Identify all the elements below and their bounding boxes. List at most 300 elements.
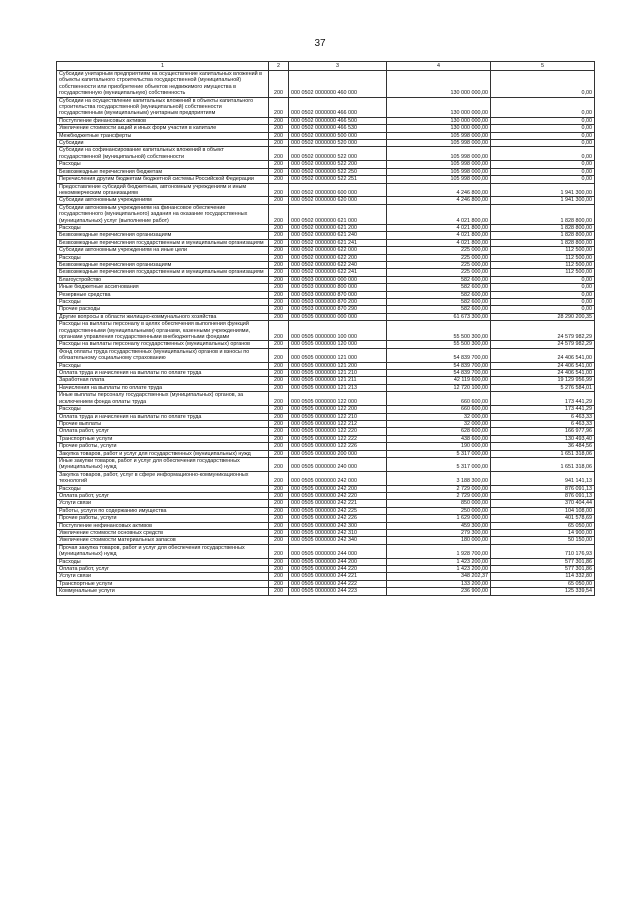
budget-classification-code-cell: 000 0505 0000000 122 220	[289, 428, 387, 435]
table-row	[57, 588, 595, 595]
row-code-cell: 200	[269, 183, 289, 197]
row-name-cell: Безвозмездные перечисления государственным и муниципальным организациям	[57, 239, 269, 246]
row-name-cell: Расходы	[57, 362, 269, 369]
row-name-cell: Иные бюджетные ассигнования	[57, 284, 269, 291]
row-code-cell: 200	[269, 224, 289, 231]
approved-amount-cell: 130 000 000,00	[387, 97, 491, 117]
budget-classification-code-cell: 000 0505 0000000 244 000	[289, 544, 387, 558]
table-row	[57, 247, 595, 254]
approved-amount-cell: 55 500 300,00	[387, 321, 491, 341]
executed-amount-cell: 112 500,00	[491, 254, 595, 261]
approved-amount-cell: 4 246 800,00	[387, 183, 491, 197]
row-code-cell: 200	[269, 140, 289, 147]
budget-classification-code-cell: 000 0505 0000000 122 222	[289, 435, 387, 442]
approved-amount-cell: 32 000,00	[387, 413, 491, 420]
table-row	[57, 500, 595, 507]
table-row	[57, 471, 595, 485]
table-row	[57, 530, 595, 537]
row-name-cell: Прочие расходы	[57, 306, 269, 313]
approved-amount-cell: 4 021 800,00	[387, 224, 491, 231]
table-row	[57, 406, 595, 413]
row-name-cell: Оплата работ, услуг	[57, 492, 269, 499]
row-name-cell: Увеличение стоимости материальных запасов	[57, 537, 269, 544]
table-row	[57, 204, 595, 224]
row-name-cell: Безвозмездные перечисления государственным и муниципальным организациям	[57, 269, 269, 276]
row-code-cell: 200	[269, 269, 289, 276]
row-code-cell: 200	[269, 306, 289, 313]
row-name-cell: Работы, услуги по содержанию имущества	[57, 507, 269, 514]
row-code-cell: 200	[269, 507, 289, 514]
budget-classification-code-cell: 000 0505 0000000 100 000	[289, 321, 387, 341]
approved-amount-cell: 236 900,00	[387, 588, 491, 595]
row-name-cell: Расходы на выплаты персоналу в целях обеспечения выполнения функций государственными (муниципальными) органами, казенными учреждениями, органами управления государственными внебюджетными фондами	[57, 321, 269, 341]
table-row	[57, 117, 595, 124]
budget-classification-code-cell: 000 0505 0000000 122 212	[289, 420, 387, 427]
row-code-cell: 200	[269, 97, 289, 117]
row-name-cell: Прочие работы, услуги	[57, 515, 269, 522]
executed-amount-cell: 6 463,33	[491, 413, 595, 420]
approved-amount-cell: 61 673 300,00	[387, 313, 491, 320]
approved-amount-cell: 5 317 000,00	[387, 457, 491, 471]
approved-amount-cell: 4 021 800,00	[387, 239, 491, 246]
budget-classification-code-cell: 000 0502 0000000 466 530	[289, 125, 387, 132]
row-code-cell: 200	[269, 348, 289, 362]
row-code-cell: 200	[269, 261, 289, 268]
row-code-cell: 200	[269, 284, 289, 291]
approved-amount-cell: 4 021 800,00	[387, 232, 491, 239]
row-name-cell: Безвозмездные перечисления организациям	[57, 232, 269, 239]
row-code-cell: 200	[269, 573, 289, 580]
budget-classification-code-cell: 000 0505 0000000 242 226	[289, 515, 387, 522]
table-row	[57, 566, 595, 573]
approved-amount-cell: 582 600,00	[387, 306, 491, 313]
row-code-cell: 200	[269, 117, 289, 124]
budget-classification-code-cell: 000 0505 0000000 121 200	[289, 362, 387, 369]
table-row	[57, 140, 595, 147]
row-name-cell: Субсидии автономным учреждениям на финансовое обеспечение государственного (муниципального) задания на оказание государственных (муниципальных) услуг (выполнение работ)	[57, 204, 269, 224]
row-code-cell: 200	[269, 443, 289, 450]
budget-classification-code-cell: 000 0505 0000000 121 213	[289, 384, 387, 391]
approved-amount-cell: 1 423 200,00	[387, 558, 491, 565]
executed-amount-cell: 1 941 300,00	[491, 183, 595, 197]
executed-amount-cell: 1 651 318,06	[491, 450, 595, 457]
table-row	[57, 377, 595, 384]
budget-classification-code-cell: 000 0505 0000000 242 221	[289, 500, 387, 507]
table-row	[57, 168, 595, 175]
executed-amount-cell: 24 579 982,29	[491, 321, 595, 341]
row-name-cell: Межбюджетные трансферты	[57, 132, 269, 139]
table-row	[57, 443, 595, 450]
column-header: 2	[269, 62, 289, 71]
budget-classification-code-cell: 000 0502 0000000 621 000	[289, 204, 387, 224]
row-name-cell: Закупка товаров, работ, услуг в сфере информационно-коммуникационных технологий	[57, 471, 269, 485]
budget-classification-code-cell: 000 0505 0000000 244 223	[289, 588, 387, 595]
table-row	[57, 573, 595, 580]
executed-amount-cell: 941 141,13	[491, 471, 595, 485]
row-code-cell: 200	[269, 580, 289, 587]
executed-amount-cell: 5 276 584,01	[491, 384, 595, 391]
approved-amount-cell: 190 000,00	[387, 443, 491, 450]
approved-amount-cell: 225 000,00	[387, 261, 491, 268]
executed-amount-cell: 112 500,00	[491, 261, 595, 268]
approved-amount-cell: 12 720 100,00	[387, 384, 491, 391]
row-name-cell: Иные закупки товаров, работ и услуг для обеспечения государственных (муниципальных) нужд	[57, 457, 269, 471]
table-row	[57, 580, 595, 587]
budget-classification-code-cell: 000 0503 0000000 000 000	[289, 276, 387, 283]
table-row	[57, 413, 595, 420]
budget-classification-code-cell: 000 0502 0000000 460 000	[289, 71, 387, 98]
row-name-cell: Субсидии унитарным предприятиям на осуществление капитальных вложений в объекты капитального строительства государственной (муниципальной) собственности или приобретение объектов недвижимого имущества в государственную (муниципальную) собственность	[57, 71, 269, 98]
row-code-cell: 200	[269, 384, 289, 391]
budget-execution-table	[56, 61, 595, 596]
row-code-cell: 200	[269, 254, 289, 261]
budget-classification-code-cell: 000 0503 0000000 870 290	[289, 306, 387, 313]
executed-amount-cell: 1 828 800,00	[491, 232, 595, 239]
budget-classification-code-cell: 000 0505 0000000 244 221	[289, 573, 387, 580]
row-code-cell: 200	[269, 420, 289, 427]
row-code-cell: 200	[269, 147, 289, 161]
table-row	[57, 544, 595, 558]
row-code-cell: 200	[269, 197, 289, 204]
row-name-cell: Безвозмездные перечисления бюджетам	[57, 168, 269, 175]
budget-classification-code-cell: 000 0503 0000000 800 000	[289, 284, 387, 291]
row-code-cell: 200	[269, 161, 289, 168]
budget-classification-code-cell: 000 0505 0000000 122 210	[289, 413, 387, 420]
executed-amount-cell: 0,00	[491, 291, 595, 298]
approved-amount-cell: 54 839 700,00	[387, 362, 491, 369]
approved-amount-cell: 54 839 700,00	[387, 348, 491, 362]
budget-classification-code-cell: 000 0505 0000000 242 225	[289, 507, 387, 514]
row-code-cell: 200	[269, 522, 289, 529]
table-row	[57, 341, 595, 348]
executed-amount-cell: 114 332,80	[491, 573, 595, 580]
approved-amount-cell: 225 000,00	[387, 247, 491, 254]
budget-classification-code-cell: 000 0502 0000000 466 000	[289, 97, 387, 117]
budget-classification-code-cell: 000 0505 0000000 122 000	[289, 392, 387, 406]
executed-amount-cell: 0,00	[491, 97, 595, 117]
row-name-cell: Прочие работы, услуги	[57, 443, 269, 450]
approved-amount-cell: 348 202,37	[387, 573, 491, 580]
row-code-cell: 200	[269, 125, 289, 132]
row-name-cell: Субсидии	[57, 140, 269, 147]
executed-amount-cell: 710 176,93	[491, 544, 595, 558]
executed-amount-cell: 173 441,29	[491, 406, 595, 413]
budget-classification-code-cell: 000 0502 0000000 620 000	[289, 197, 387, 204]
executed-amount-cell: 370 404,44	[491, 500, 595, 507]
approved-amount-cell: 105 998 000,00	[387, 176, 491, 183]
row-name-cell: Начисления на выплаты по оплате труда	[57, 384, 269, 391]
executed-amount-cell: 173 441,29	[491, 392, 595, 406]
approved-amount-cell: 1 928 700,00	[387, 544, 491, 558]
executed-amount-cell: 112 500,00	[491, 247, 595, 254]
approved-amount-cell: 180 000,00	[387, 537, 491, 544]
row-code-cell: 200	[269, 500, 289, 507]
budget-classification-code-cell: 000 0502 0000000 621 200	[289, 224, 387, 231]
executed-amount-cell: 24 406 541,00	[491, 348, 595, 362]
budget-classification-code-cell: 000 0502 0000000 622 241	[289, 269, 387, 276]
row-code-cell: 200	[269, 247, 289, 254]
executed-amount-cell: 577 301,86	[491, 566, 595, 573]
table-row	[57, 306, 595, 313]
table-row	[57, 492, 595, 499]
executed-amount-cell: 401 578,69	[491, 515, 595, 522]
executed-amount-cell: 577 301,86	[491, 558, 595, 565]
row-name-cell: Расходы	[57, 485, 269, 492]
row-name-cell: Оплата труда и начисления на выплаты по оплате труда	[57, 370, 269, 377]
row-code-cell: 200	[269, 176, 289, 183]
budget-classification-code-cell: 000 0505 0000000 244 220	[289, 566, 387, 573]
row-code-cell: 200	[269, 132, 289, 139]
table-row	[57, 232, 595, 239]
budget-classification-code-cell: 000 0505 0000000 244 222	[289, 580, 387, 587]
column-header: 5	[491, 62, 595, 71]
budget-classification-code-cell: 000 0505 0000000 244 200	[289, 558, 387, 565]
table-row	[57, 507, 595, 514]
executed-amount-cell: 28 290 200,35	[491, 313, 595, 320]
row-name-cell: Услуги связи	[57, 573, 269, 580]
executed-amount-cell: 1 828 800,00	[491, 224, 595, 231]
table-row	[57, 284, 595, 291]
row-name-cell: Расходы	[57, 558, 269, 565]
executed-amount-cell: 0,00	[491, 276, 595, 283]
row-code-cell: 200	[269, 492, 289, 499]
table-row	[57, 224, 595, 231]
row-name-cell: Закупка товаров, работ и услуг для государственных (муниципальных) нужд	[57, 450, 269, 457]
column-header: 4	[387, 62, 491, 71]
row-code-cell: 200	[269, 341, 289, 348]
approved-amount-cell: 4 021 800,00	[387, 204, 491, 224]
budget-classification-code-cell: 000 0505 0000000 122 226	[289, 443, 387, 450]
budget-classification-code-cell: 000 0505 0000000 242 200	[289, 485, 387, 492]
executed-amount-cell: 166 977,96	[491, 428, 595, 435]
table-row	[57, 370, 595, 377]
table-row	[57, 239, 595, 246]
executed-amount-cell: 0,00	[491, 306, 595, 313]
table-row	[57, 321, 595, 341]
executed-amount-cell: 0,00	[491, 168, 595, 175]
executed-amount-cell: 19 129 956,99	[491, 377, 595, 384]
row-code-cell: 200	[269, 450, 289, 457]
executed-amount-cell: 24 579 982,29	[491, 341, 595, 348]
row-name-cell: Фонд оплаты труда государственных (муниципальных) органов и взносы по обязательному социальному страхованию	[57, 348, 269, 362]
executed-amount-cell: 0,00	[491, 132, 595, 139]
executed-amount-cell: 104 108,00	[491, 507, 595, 514]
approved-amount-cell: 582 600,00	[387, 284, 491, 291]
row-code-cell: 200	[269, 392, 289, 406]
table-row	[57, 392, 595, 406]
budget-classification-code-cell: 000 0502 0000000 522 250	[289, 168, 387, 175]
approved-amount-cell: 3 188 300,00	[387, 471, 491, 485]
table-row	[57, 558, 595, 565]
table-row	[57, 537, 595, 544]
row-name-cell: Поступление финансовых активов	[57, 117, 269, 124]
approved-amount-cell: 459 300,00	[387, 522, 491, 529]
approved-amount-cell: 582 600,00	[387, 299, 491, 306]
row-name-cell: Прочие выплаты	[57, 420, 269, 427]
executed-amount-cell: 1 828 800,00	[491, 204, 595, 224]
row-code-cell: 200	[269, 377, 289, 384]
executed-amount-cell: 0,00	[491, 117, 595, 124]
table-row	[57, 254, 595, 261]
row-code-cell: 200	[269, 544, 289, 558]
executed-amount-cell: 14 900,00	[491, 530, 595, 537]
budget-classification-code-cell: 000 0503 0000000 870 000	[289, 291, 387, 298]
approved-amount-cell: 105 998 000,00	[387, 132, 491, 139]
row-code-cell: 200	[269, 406, 289, 413]
table-row	[57, 197, 595, 204]
approved-amount-cell: 850 000,00	[387, 500, 491, 507]
budget-classification-code-cell: 000 0502 0000000 522 200	[289, 161, 387, 168]
row-name-cell: Заработная плата	[57, 377, 269, 384]
row-code-cell: 200	[269, 313, 289, 320]
budget-classification-code-cell: 000 0505 0000000 121 000	[289, 348, 387, 362]
row-code-cell: 200	[269, 71, 289, 98]
row-name-cell: Оплата работ, услуг	[57, 428, 269, 435]
executed-amount-cell: 0,00	[491, 176, 595, 183]
approved-amount-cell: 130 000 000,00	[387, 125, 491, 132]
table-row	[57, 183, 595, 197]
table-row	[57, 457, 595, 471]
column-header: 1	[57, 62, 269, 71]
executed-amount-cell: 1 651 318,06	[491, 457, 595, 471]
approved-amount-cell: 225 000,00	[387, 254, 491, 261]
row-name-cell: Расходы	[57, 224, 269, 231]
budget-classification-code-cell: 000 0502 0000000 522 000	[289, 147, 387, 161]
table-row	[57, 161, 595, 168]
executed-amount-cell: 65 050,00	[491, 522, 595, 529]
budget-classification-code-cell: 000 0505 0000000 242 310	[289, 530, 387, 537]
executed-amount-cell: 0,00	[491, 284, 595, 291]
approved-amount-cell: 54 839 700,00	[387, 370, 491, 377]
table-row	[57, 97, 595, 117]
approved-amount-cell: 105 998 000,00	[387, 140, 491, 147]
row-name-cell: Оплата работ, услуг	[57, 566, 269, 573]
budget-classification-code-cell: 000 0505 0000000 242 300	[289, 522, 387, 529]
approved-amount-cell: 1 629 000,00	[387, 515, 491, 522]
executed-amount-cell: 130 493,40	[491, 435, 595, 442]
budget-classification-code-cell: 000 0505 0000000 242 000	[289, 471, 387, 485]
table-row	[57, 522, 595, 529]
approved-amount-cell: 582 600,00	[387, 291, 491, 298]
budget-classification-code-cell: 000 0502 0000000 622 200	[289, 254, 387, 261]
row-name-cell: Расходы	[57, 406, 269, 413]
row-name-cell: Резервные средства	[57, 291, 269, 298]
row-code-cell: 200	[269, 588, 289, 595]
approved-amount-cell: 32 000,00	[387, 420, 491, 427]
executed-amount-cell: 24 406 541,00	[491, 362, 595, 369]
approved-amount-cell: 250 000,00	[387, 507, 491, 514]
approved-amount-cell: 225 000,00	[387, 269, 491, 276]
approved-amount-cell: 42 119 600,00	[387, 377, 491, 384]
executed-amount-cell: 876 091,13	[491, 485, 595, 492]
row-name-cell: Субсидии автономным учреждениям на иные цели	[57, 247, 269, 254]
budget-classification-code-cell: 000 0502 0000000 522 251	[289, 176, 387, 183]
approved-amount-cell: 438 600,00	[387, 435, 491, 442]
page-number: 37	[314, 38, 326, 49]
budget-classification-code-cell: 000 0505 0000000 200 000	[289, 450, 387, 457]
approved-amount-cell: 105 998 000,00	[387, 168, 491, 175]
table-row	[57, 348, 595, 362]
row-name-cell: Благоустройство	[57, 276, 269, 283]
table-row	[57, 435, 595, 442]
table-row	[57, 261, 595, 268]
row-name-cell: Поступление нефинансовых активов	[57, 522, 269, 529]
executed-amount-cell: 1 941 300,00	[491, 197, 595, 204]
table-row	[57, 428, 595, 435]
row-name-cell: Транспортные услуги	[57, 435, 269, 442]
row-name-cell: Транспортные услуги	[57, 580, 269, 587]
budget-classification-code-cell: 000 0505 0000000 240 000	[289, 457, 387, 471]
row-code-cell: 200	[269, 558, 289, 565]
row-name-cell: Оплата труда и начисления на выплаты по оплате труда	[57, 413, 269, 420]
budget-classification-code-cell: 000 0503 0000000 870 200	[289, 299, 387, 306]
row-code-cell: 200	[269, 530, 289, 537]
row-code-cell: 200	[269, 413, 289, 420]
approved-amount-cell: 105 998 000,00	[387, 161, 491, 168]
approved-amount-cell: 105 998 000,00	[387, 147, 491, 161]
table-row	[57, 299, 595, 306]
table-row	[57, 450, 595, 457]
table-row	[57, 362, 595, 369]
executed-amount-cell: 50 150,00	[491, 537, 595, 544]
budget-classification-code-cell: 000 0505 0000000 242 340	[289, 537, 387, 544]
executed-amount-cell: 112 500,00	[491, 269, 595, 276]
budget-classification-code-cell: 000 0502 0000000 600 000	[289, 183, 387, 197]
row-name-cell: Другие вопросы в области жилищно-коммунального хозяйства	[57, 313, 269, 320]
executed-amount-cell: 0,00	[491, 147, 595, 161]
executed-amount-cell: 0,00	[491, 299, 595, 306]
approved-amount-cell: 55 500 300,00	[387, 341, 491, 348]
row-code-cell: 200	[269, 299, 289, 306]
table-row	[57, 384, 595, 391]
row-code-cell: 200	[269, 435, 289, 442]
budget-classification-code-cell: 000 0502 0000000 621 240	[289, 232, 387, 239]
row-name-cell: Субсидии на осуществление капитальных вложений в объекты капитального строительства государственной (муниципальной) собственности государственным (муниципальным) унитарным предприятиям	[57, 97, 269, 117]
row-code-cell: 200	[269, 428, 289, 435]
table-row	[57, 147, 595, 161]
executed-amount-cell: 24 406 541,00	[491, 370, 595, 377]
table-row	[57, 125, 595, 132]
executed-amount-cell: 0,00	[491, 161, 595, 168]
budget-classification-code-cell: 000 0505 0000000 000 000	[289, 313, 387, 320]
approved-amount-cell: 582 600,00	[387, 276, 491, 283]
table-row	[57, 269, 595, 276]
table-row	[57, 291, 595, 298]
row-code-cell: 200	[269, 232, 289, 239]
approved-amount-cell: 4 246 800,00	[387, 197, 491, 204]
table-row	[57, 420, 595, 427]
executed-amount-cell: 125 339,54	[491, 588, 595, 595]
table-row	[57, 132, 595, 139]
approved-amount-cell: 660 600,00	[387, 392, 491, 406]
row-code-cell: 200	[269, 370, 289, 377]
executed-amount-cell: 6 463,33	[491, 420, 595, 427]
executed-amount-cell: 0,00	[491, 125, 595, 132]
column-header: 3	[289, 62, 387, 71]
row-name-cell: Услуги связи	[57, 500, 269, 507]
budget-classification-code-cell: 000 0505 0000000 121 211	[289, 377, 387, 384]
row-code-cell: 200	[269, 321, 289, 341]
row-code-cell: 200	[269, 291, 289, 298]
approved-amount-cell: 660 600,00	[387, 406, 491, 413]
row-code-cell: 200	[269, 515, 289, 522]
table-row	[57, 176, 595, 183]
row-name-cell: Коммунальные услуги	[57, 588, 269, 595]
row-name-cell: Иные выплаты персоналу государственных (муниципальных) органов, за исключением фонда оплаты труда	[57, 392, 269, 406]
row-name-cell: Прочая закупка товаров, работ и услуг для обеспечения государственных (муниципальных) нужд	[57, 544, 269, 558]
row-name-cell: Расходы на выплаты персоналу государственных (муниципальных) органов	[57, 341, 269, 348]
approved-amount-cell: 133 200,00	[387, 580, 491, 587]
